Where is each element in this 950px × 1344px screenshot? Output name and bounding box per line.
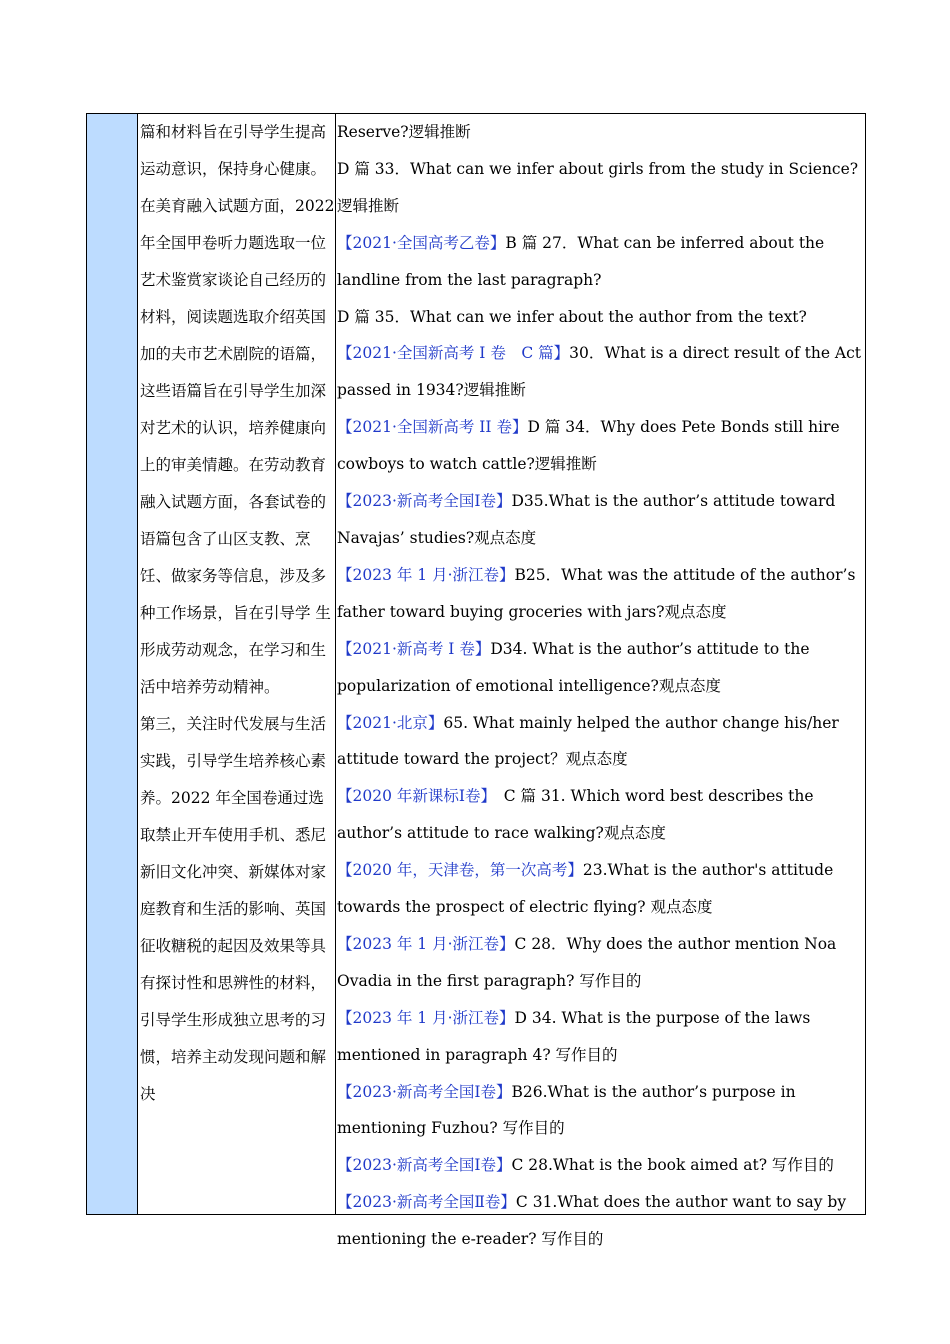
question-entry [337, 852, 864, 926]
question-text: C 28.What is the book aimed at? 写作目的 [511, 1156, 834, 1175]
question-text: D 34. What is the purpose of the laws mentioned in paragraph 4? 写作目的 [337, 1008, 811, 1064]
exam-source-tag: 【2021·北京】 [337, 713, 444, 732]
question-entry [337, 299, 864, 336]
exam-source-tag: 【2021·新高考 I 卷】 [337, 639, 491, 658]
exam-source-tag: 【2023·新高考全国Ⅰ卷】 [337, 492, 512, 511]
question-entry [337, 151, 864, 225]
question-text: 23.What is the author's attitude towards the prospect of electric flying? 观点态度 [337, 861, 834, 917]
question-list [337, 114, 864, 1258]
question-entry [337, 631, 864, 705]
question-text: 30．What is a direct result of the Act passed in 1934?逻辑推断 [337, 344, 862, 400]
question-entry [337, 1147, 864, 1184]
question-entry [337, 1074, 864, 1148]
exam-source-tag: 【2020 年新课标Ⅰ卷】 [337, 787, 489, 806]
exam-source-tag: 【2023 年 1 月·浙江卷】 [337, 565, 515, 584]
content-table [86, 113, 866, 1249]
questions-column [336, 114, 865, 1249]
question-text: D 篇 33．What can we infer about girls from the study in Science?逻辑推断 [337, 159, 859, 215]
analysis-column [138, 114, 336, 1214]
exam-source-tag: 【2023·新高考全国Ⅰ卷】 [337, 1156, 512, 1175]
exam-source-tag: 【2021·全国高考乙卷】 [337, 233, 506, 252]
question-entry [337, 926, 864, 1000]
exam-source-tag: 【2023 年 1 月·浙江卷】 [337, 934, 515, 953]
question-text: C 31.What does the author want to say by mentioning the e-reader? 写作目的 [337, 1193, 847, 1249]
question-text: C 28．Why does the author mention Noa Ovadia in the first paragraph? 写作目的 [337, 934, 837, 990]
question-text: D 篇 34．Why does Pete Bonds still hire cowboys to watch cattle?逻辑推断 [337, 418, 840, 474]
question-entry [337, 778, 864, 852]
question-entry [337, 335, 864, 409]
question-text: Reserve?逻辑推断 [337, 123, 471, 141]
question-text: D35.What is the author’s attitude toward Navajas’ studies?观点态度 [337, 492, 836, 547]
analysis-text [140, 114, 336, 1113]
exam-source-tag: 【2023·新高考全国Ⅱ卷】 [337, 1193, 516, 1212]
exam-source-tag: 【2020 年，天津卷，第一次高考】 [337, 861, 583, 880]
exam-source-tag: 【2023·新高考全国Ⅰ卷】 [337, 1082, 512, 1101]
question-text: B 篇 27．What can be inferred about the landline from the last paragraph? [337, 233, 825, 289]
question-entry [337, 114, 864, 151]
question-text: B25．What was the attitude of the author’s father toward buying groceries with jars?观点态度 [337, 565, 856, 621]
question-text: 65. What mainly helped the author change his/her attitude toward the project？观点态度 [337, 713, 839, 769]
analysis-paragraph-2: 第三，关注时代发展与生活实践，引导学生培养核心素养。2022 年全国卷通过选取禁止开车使用手机、悉尼新旧文化冲突、新媒体对家庭教育和生活的影响、英国征收糖税的起因及效果等具有探讨性和思辨性的材料，引导学生形成独立思考的习惯，培养主动发现问题和解决 [140, 715, 327, 1103]
question-text: D 篇 35．What can we infer about the author from the text? [337, 307, 807, 326]
question-entry [337, 1000, 864, 1074]
question-entry [337, 409, 864, 483]
exam-source-tag: 【2021·全国新高考 I 卷 C 篇】 [337, 344, 570, 363]
question-entry [337, 705, 864, 779]
question-entry [337, 1184, 864, 1258]
question-entry [337, 225, 864, 299]
question-entry [337, 557, 864, 631]
question-text: D34. What is the author’s attitude to the popularization of emotional intelligence?观点态度 [337, 639, 810, 695]
question-text: B26.What is the author’s purpose in mentioning Fuzhou? 写作目的 [337, 1082, 796, 1138]
exam-source-tag: 【2021·全国新高考 II 卷】 [337, 418, 528, 437]
question-entry [337, 483, 864, 557]
analysis-paragraph-1: 篇和材料旨在引导学生提高运动意识，保持身心健康。在美育融入试题方面，2022 年全国甲卷听力题选取一位艺术鉴赏家谈论自己经历的材料，阅读题选取介绍英国加的夫市艺术剧院的语篇，这些语篇旨在引导学生加深对艺术的认识，培养健康向上的审美情趣。在劳动教育融入试题方面，各套试卷的语篇包含了山区支教、烹饪、做家务等信息，涉及多种工作场景，旨在引导学 生形成劳动观念，在学习和生活中培养劳动精神。 [140, 123, 335, 696]
question-text: C 篇 31. Which word best describes the author’s attitude to race walking?观点态度 [337, 787, 814, 843]
shaded-column [87, 114, 138, 1214]
exam-source-tag: 【2023 年 1 月·浙江卷】 [337, 1008, 515, 1027]
